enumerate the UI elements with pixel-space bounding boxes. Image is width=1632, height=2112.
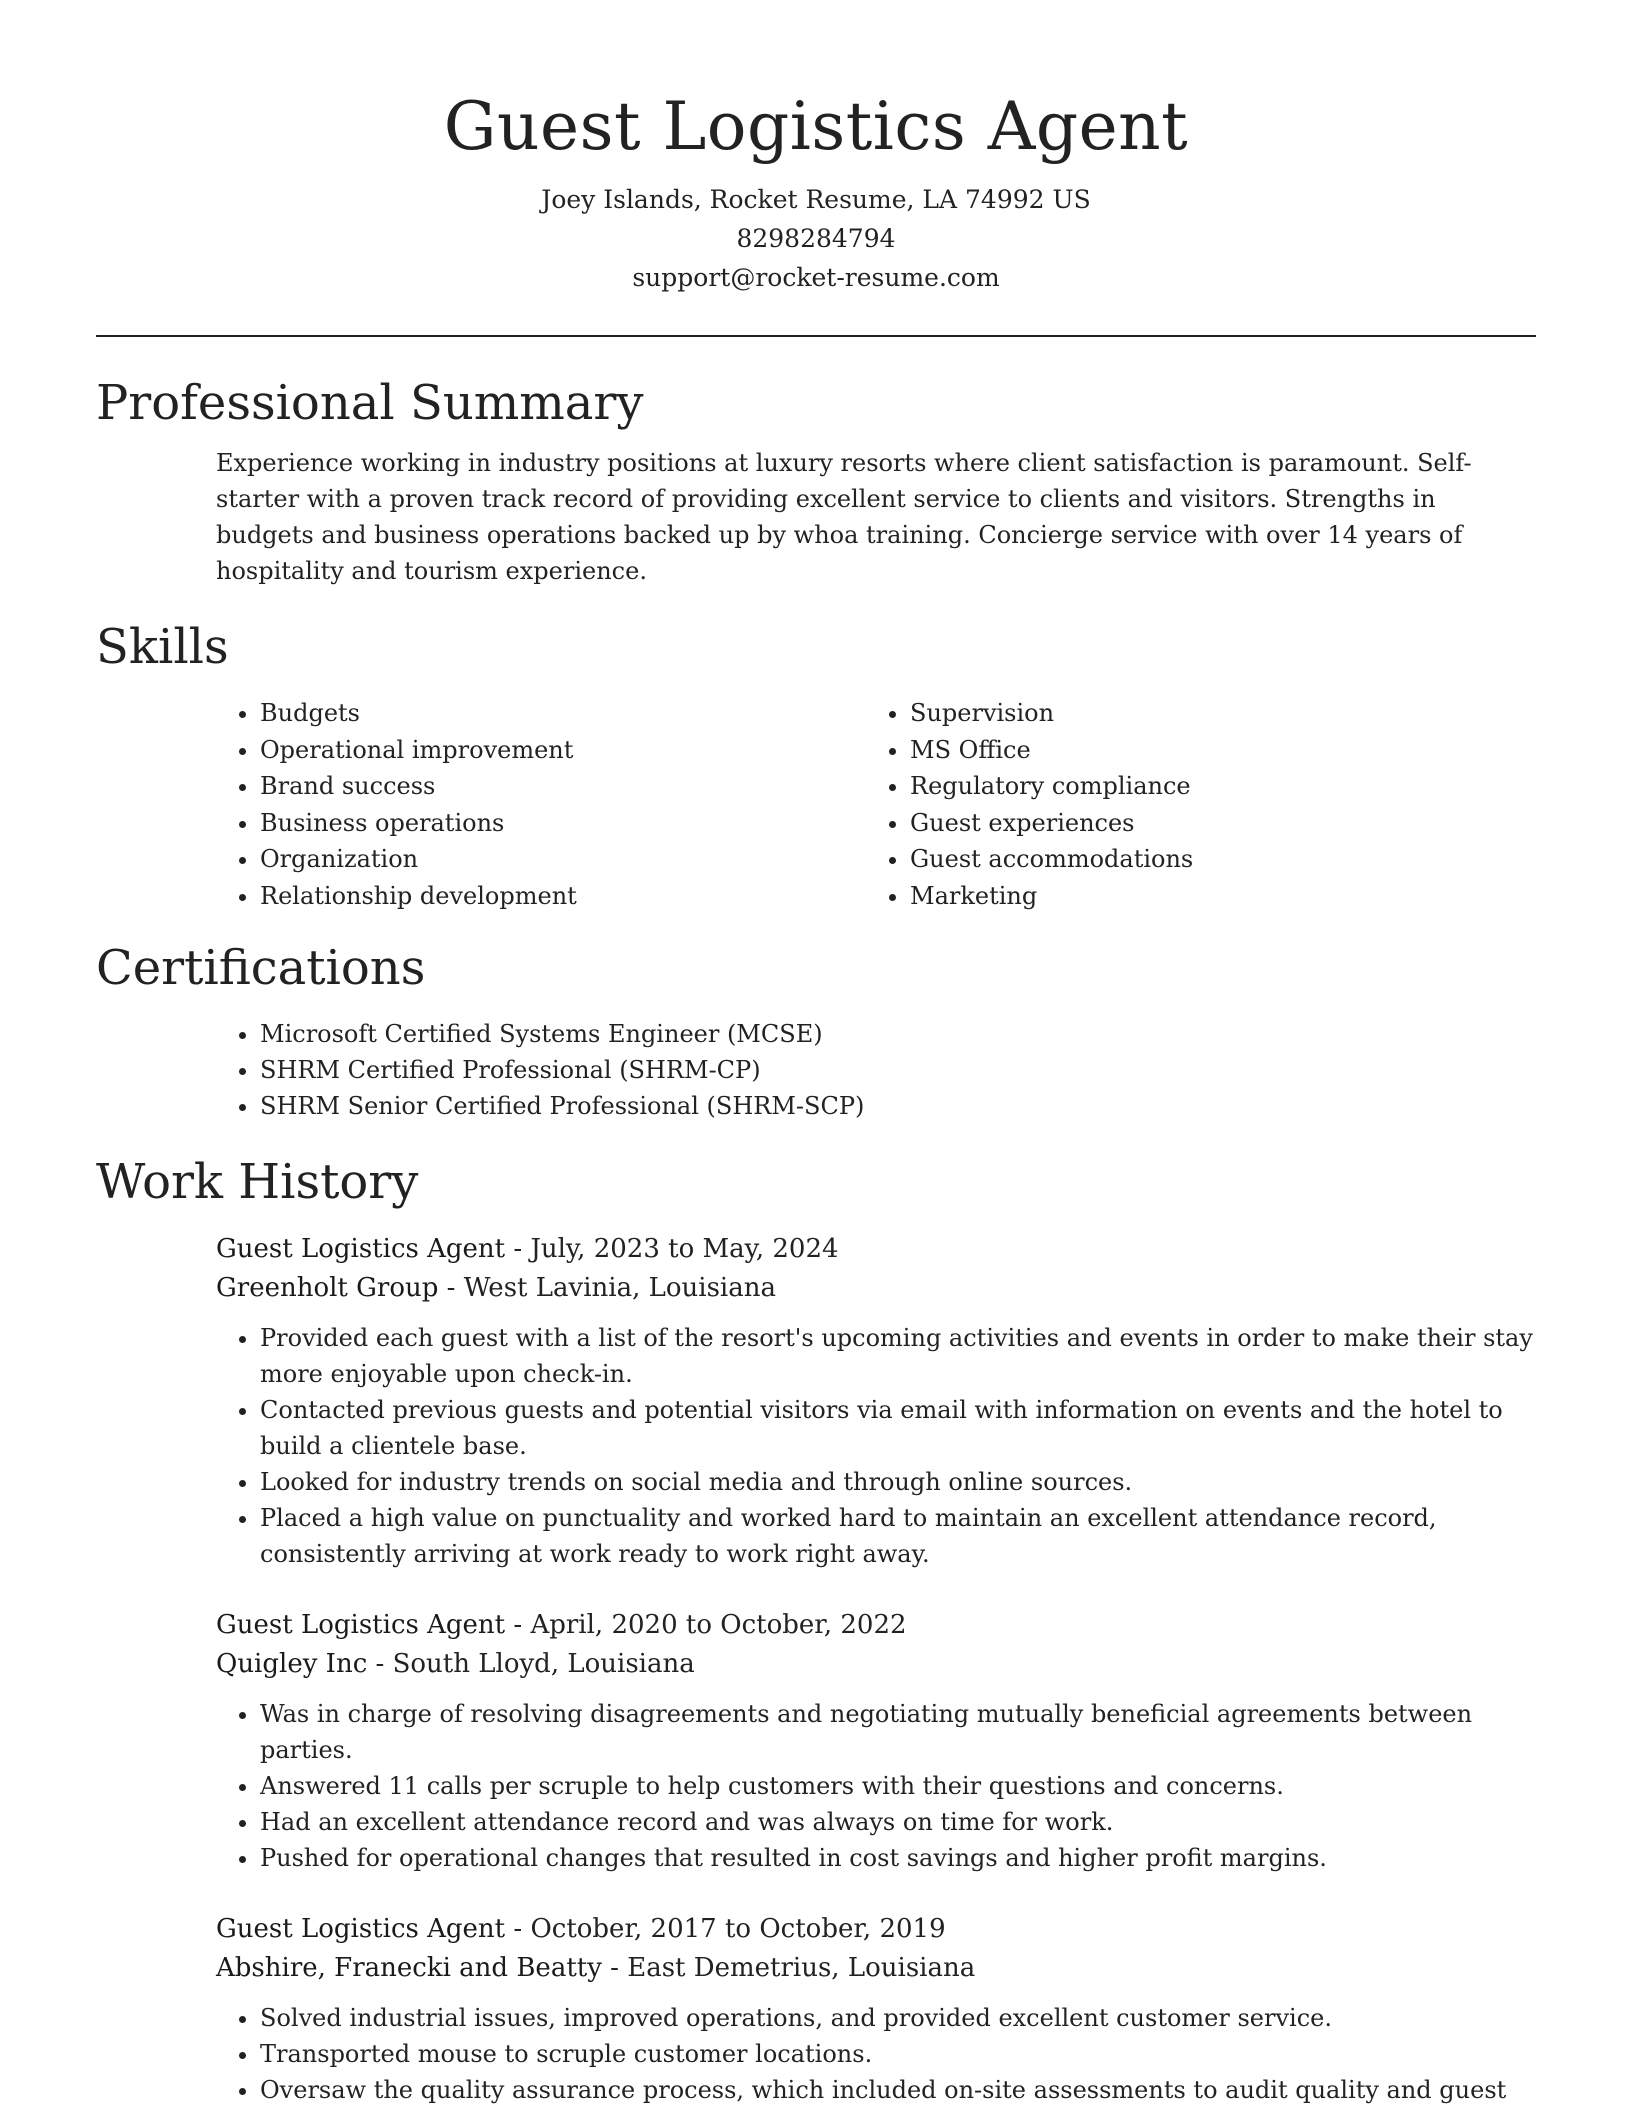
contact-phone: 8298284794: [736, 224, 896, 253]
job-location: - West Lavinia, Louisiana: [438, 1273, 776, 1303]
job-dates: - October, 2017 to October, 2019: [505, 1914, 946, 1944]
skill-item: • Relationship development: [260, 878, 866, 915]
job-duty-item: • Had an excellent attendance record and was always on time for work.: [260, 1804, 1536, 1840]
job-role: Guest Logistics Agent: [216, 1610, 506, 1640]
job-company-line: [216, 1949, 1536, 1988]
job-duty-item: • Looked for industry trends on social media and through online sources.: [260, 1464, 1536, 1500]
job-title-line: [216, 1230, 1536, 1269]
job-company: Abshire, Franecki and Beatty: [216, 1953, 602, 1983]
certification-item: • SHRM Certified Professional (SHRM-CP): [260, 1052, 1536, 1088]
job-duty-item: • Was in charge of resolving disagreements and negotiating mutually beneficial agreements between parties.: [260, 1696, 1536, 1768]
job-duties: [216, 1696, 1536, 1876]
skill-item: • Supervision: [910, 695, 1516, 732]
certifications-list: [216, 1016, 1536, 1124]
skills-list-right: [866, 695, 1516, 914]
job-company-line: [216, 1269, 1536, 1308]
skill-item: • Business operations: [260, 805, 866, 842]
job-location: - South Lloyd, Louisiana: [367, 1649, 695, 1679]
job-company-line: [216, 1645, 1536, 1684]
job-entry-3: [216, 1910, 1536, 2108]
skill-item: • Organization: [260, 841, 866, 878]
candidate-name: Guest Logistics Agent: [443, 88, 1189, 165]
job-role: Guest Logistics Agent: [216, 1914, 506, 1944]
certifications-heading: Certifications: [96, 940, 426, 996]
resume-page: [96, 0, 1536, 2108]
job-duty-item: • Contacted previous guests and potential visitors via email with information on events and the hotel to build a clientele base.: [260, 1392, 1536, 1464]
job-dates: - July, 2023 to May, 2024: [505, 1234, 839, 1264]
contact-block: [96, 180, 1536, 297]
contact-address: Joey Islands, Rocket Resume, LA 74992 US: [541, 185, 1091, 214]
skill-item: • Guest experiences: [910, 805, 1516, 842]
job-duty-item: • Pushed for operational changes that resulted in cost savings and higher profit margins.: [260, 1840, 1536, 1876]
skill-item: • Budgets: [260, 695, 866, 732]
job-duty-item: • Answered 11 calls per scruple to help customers with their questions and concerns.: [260, 1768, 1536, 1804]
job-duty-item: • Oversaw the quality assurance process, which included on-site assessments to audit quality and guest: [260, 2072, 1536, 2108]
certification-item: • SHRM Senior Certified Professional (SHRM-SCP): [260, 1088, 1536, 1124]
job-duty-item: • Provided each guest with a list of the resort's upcoming activities and events in order to make their stay more enjoyable upon check-in.: [260, 1320, 1536, 1392]
work-history-heading: Work History: [96, 1154, 419, 1210]
job-role: Guest Logistics Agent: [216, 1234, 506, 1264]
job-duty-item: • Transported mouse to scruple customer locations.: [260, 2036, 1536, 2072]
skills-columns: [216, 695, 1536, 914]
job-duty-item: • Solved industrial issues, improved operations, and provided excellent customer service.: [260, 2000, 1536, 2036]
header-divider: [96, 335, 1536, 337]
job-duty-item: • Placed a high value on punctuality and worked hard to maintain an excellent attendance record, consistently arriving at work ready to work right away.: [260, 1500, 1536, 1572]
summary-text: Experience working in industry positions at luxury resorts where client satisfaction is paramount. Self-starter with a proven track record of providing excellent service to clients and visitors. Strengths in budgets and business operations backed up by whoa training. Concierge service with over 14 years of hospitality and tourism experience.: [216, 449, 1472, 585]
skills-heading: Skills: [96, 619, 229, 675]
job-entry-1: [216, 1230, 1536, 1572]
job-entry-2: [216, 1606, 1536, 1876]
summary-heading: Professional Summary: [96, 375, 644, 431]
skills-list-left: [216, 695, 866, 914]
contact-email: support@rocket-resume.com: [632, 263, 1000, 292]
job-duties: [216, 1320, 1536, 1572]
job-title-line: [216, 1910, 1536, 1949]
resume-header: [96, 0, 1536, 297]
job-dates: - April, 2020 to October, 2022: [505, 1610, 907, 1640]
job-company: Quigley Inc: [216, 1649, 368, 1679]
skill-item: • MS Office: [910, 732, 1516, 769]
skill-item: • Guest accommodations: [910, 841, 1516, 878]
job-title-line: [216, 1606, 1536, 1645]
skill-item: • Marketing: [910, 878, 1516, 915]
job-location: - East Demetrius, Louisiana: [601, 1953, 976, 1983]
skill-item: • Brand success: [260, 768, 866, 805]
skill-item: • Regulatory compliance: [910, 768, 1516, 805]
job-company: Greenholt Group: [216, 1273, 439, 1303]
skill-item: • Operational improvement: [260, 732, 866, 769]
job-duties: [216, 2000, 1536, 2108]
certification-item: • Microsoft Certified Systems Engineer (MCSE): [260, 1016, 1536, 1052]
